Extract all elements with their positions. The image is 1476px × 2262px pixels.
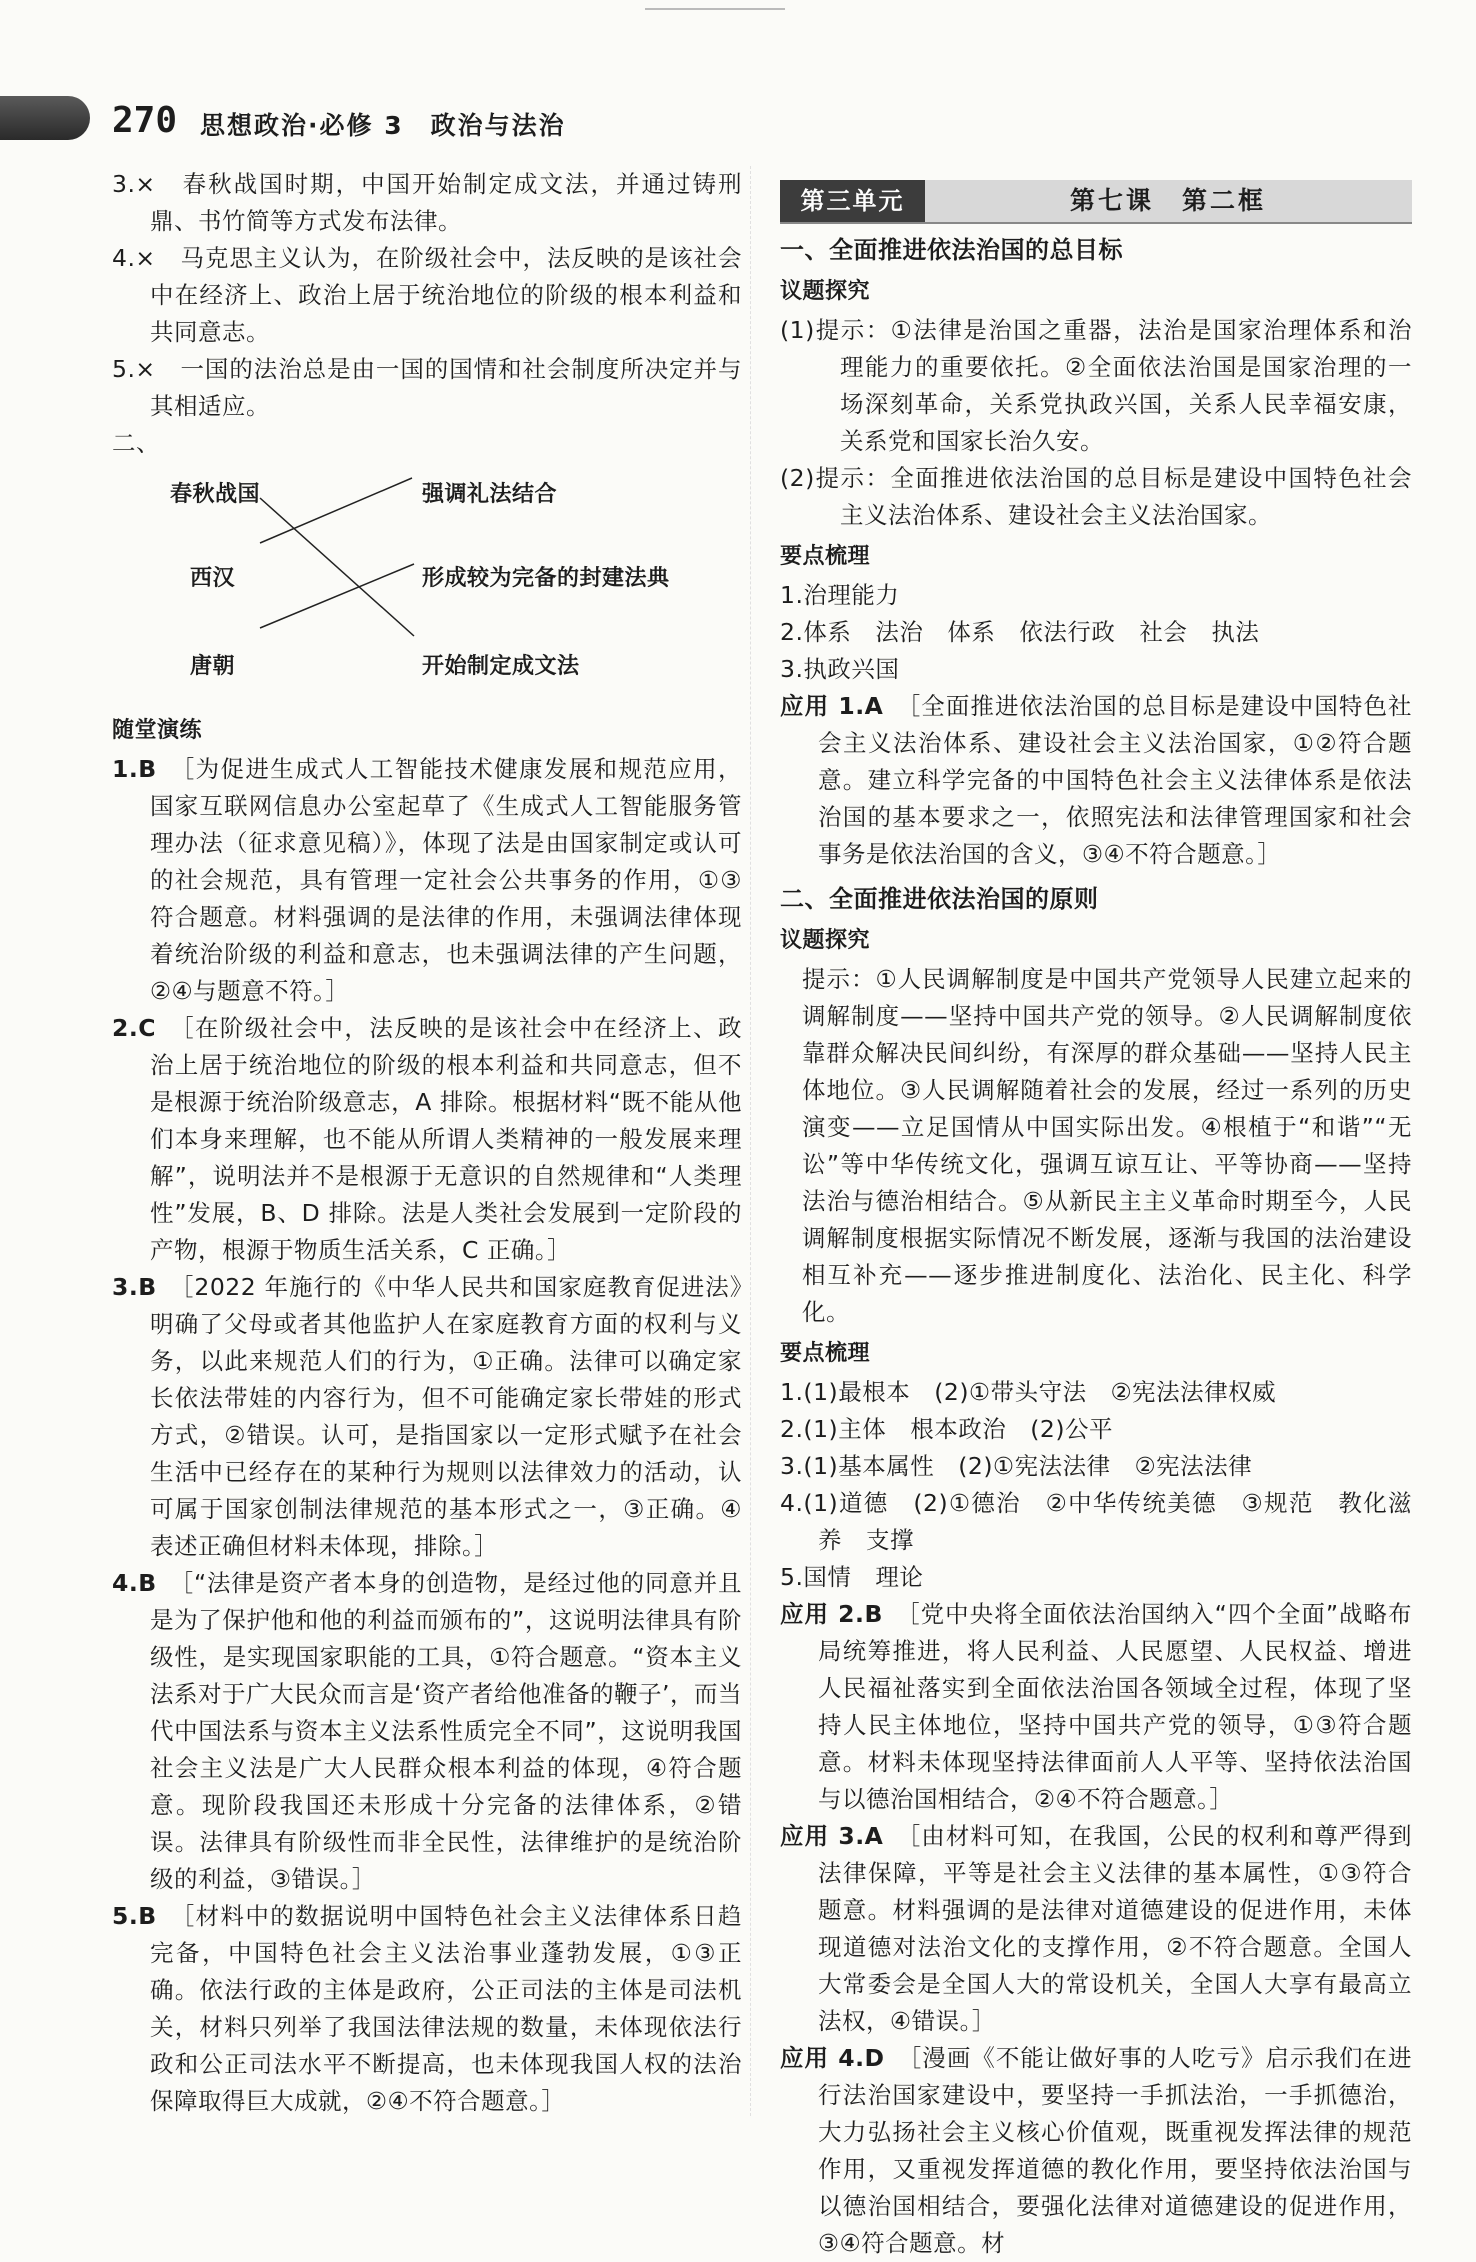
part-two-label: 二、	[112, 429, 160, 457]
answer-text: ［材料中的数据说明中国特色社会主义法律体系日趋完备，中国特色社会主义法治事业蓬勃发展，①③正确。依法行政的主体是政府，公正司法的主体是司法机关，材料只列举了我国法律法规的数量，未体现依法行政和公正司法水平不断提高，也未体现我国人权的法治保障取得巨大成就，②④不符合题意。］	[150, 1902, 743, 2115]
right-column	[780, 166, 1412, 2262]
answer-4	[112, 1565, 742, 1898]
answer-key: 5.B	[112, 1902, 157, 1930]
application-1	[780, 688, 1412, 873]
lesson-name: 第七课 第二框	[1070, 186, 1267, 215]
answer-key: 3.B	[112, 1273, 157, 1301]
section-1-title: 一、全面推进依法治国的总目标	[780, 236, 1123, 264]
judgement-item-4: 4.× 马克思主义认为，在阶级社会中，法反映的是该社会中在经济上、政治上居于统治地位的阶级的根本利益和共同意志。	[112, 244, 742, 346]
match-right-3: 开始制定成文法	[422, 654, 580, 679]
application-text: ［党中央将全面依法治国纳入“四个全面”战略布局统筹推进，将人民利益、人民愿望、人民权益、增进人民福祉落实到全面依法治国各领域全过程，体现了坚持人民主体地位，坚持中国共产党的领导，①③符合题意。材料未体现坚持法律面前人人平等、坚持依法治国与以德治国相结合，②④不符合题意。］	[818, 1600, 1413, 1813]
answer-key: 4.B	[112, 1569, 157, 1597]
point-2-4: 4.(1)道德 (2)①德治 ②中华传统美德 ③规范 教化滋养 支撑	[780, 1489, 1412, 1554]
top-rule	[645, 8, 785, 10]
header-tab	[0, 96, 90, 140]
left-column	[112, 166, 742, 2120]
application-text: ［全面推进依法治国的总目标是建设中国特色社会主义法治体系、建设社会主义法治国家，①②符合题意。建立科学完备的中国特色社会主义法律体系是依法治国的基本要求之一，依照宪法和法律管理国家和社会事务是依法治国的含义，③④不符合题意。］	[818, 692, 1413, 868]
match-line-chunqiu	[260, 498, 414, 636]
column-divider	[750, 166, 751, 2116]
answer-text: ［2022 年施行的《中华人民共和国家庭教育促进法》明确了父母或者其他监护人在家庭教育方面的权利与义务，以此来规范人们的行为，①正确。法律可以确定家长依法带娃的内容行为，但不可能确定家长带娃的形式方式，②错误。认可，是指国家以一定形式赋予在社会生活中已经存在的某种行为规则以法律效力的活动，认可属于国家创制法律规范的基本形式之一，③正确。④表述正确但材料未体现，排除。］	[150, 1273, 743, 1560]
match-left-1: 春秋战国	[170, 482, 261, 507]
application-3	[780, 1818, 1412, 2040]
answer-key: 2.C	[112, 1014, 157, 1042]
hint-2	[780, 460, 1412, 534]
page-title: 思想政治·必修 3 政治与法治	[200, 111, 566, 140]
answer-5	[112, 1898, 742, 2120]
answer-key: 1.B	[112, 755, 157, 783]
unit-tag: 第三单元	[780, 180, 925, 222]
match-left-3: 唐朝	[190, 654, 236, 679]
judgement-item-5: 5.× 一国的法治总是由一国的国情和社会制度所决定并与其相适应。	[112, 355, 742, 420]
hint-text: ①法律是治国之重器，法治是国家治理体系和治理能力的重要依托。②全面依法治国是国家治理的一场深刻革命，关系党执政兴国，关系人民幸福安康，关系党和国家长治久安。	[840, 316, 1412, 455]
judgement-item-3: 3.× 春秋战国时期，中国开始制定成文法，并通过铸刑鼎、书竹简等方式发布法律。	[112, 170, 742, 235]
answer-text: ［为促进生成式人工智能技术健康发展和规范应用，国家互联网信息办公室起草了《生成式人工智能服务管理办法（征求意见稿）》，体现了法是由国家制定或认可的社会规范，具有管理一定社会公共事务的作用，①③符合题意。材料强调的是法律的作用，未强调法律体现着统治阶级的利益和意志，也未强调法律的产生问题，②④与题意不符。］	[150, 755, 743, 1005]
application-key: 应用 3.A	[780, 1822, 884, 1850]
hint-text: ①人民调解制度是中国共产党领导人民建立起来的调解制度——坚持中国共产党的领导。②人民调解制度依靠群众解决民间纠纷，有深厚的群众基础——坚持人民主体地位。③人民调解随着社会的发展，经过一系列的历史演变——立足国情从中国实际出发。④根植于“和谐”“无讼”等中华传统文化，强调互谅互让、平等协商——坚持法治与德治相结合。⑤从新民主主义革命时期至今，人民调解制度根据实际情况不断发展，逐渐与我国的法治建设相互补充——逐步推进制度化、法治化、民主化、科学化。	[802, 965, 1412, 1326]
drill-heading: 随堂演练	[112, 718, 203, 743]
match-line-tang	[260, 564, 414, 628]
section-2-title: 二、全面推进依法治国的原则	[780, 885, 1099, 913]
application-key: 应用 1.A	[780, 692, 884, 720]
point-2-2: 2.(1)主体 根本政治 (2)公平	[780, 1415, 1113, 1443]
point-2-5: 5.国情 理论	[780, 1563, 924, 1591]
answer-1	[112, 751, 742, 1010]
match-right-2: 形成较为完备的封建法典	[422, 566, 670, 591]
application-text: ［由材料可知，在我国，公民的权利和尊严得到法律保障，平等是社会主义法律的基本属性，①③符合题意。材料强调的是法律对道德建设的促进作用，未体现道德对法治文化的支撑作用，②不符合题意。全国人大常委会是全国人大的常设机关，全国人大享有最高立法权，④错误。］	[818, 1822, 1413, 2035]
section-2-points-title: 要点梳理	[780, 1341, 871, 1366]
point-2-3: 3.(1)基本属性 (2)①宪法法律 ②宪法法律	[780, 1452, 1253, 1480]
point-1-2: 2.体系 法治 体系 依法行政 社会 执法	[780, 618, 1260, 646]
point-1-1: 1.治理能力	[780, 581, 900, 609]
answer-3	[112, 1269, 742, 1565]
section-1-points-title: 要点梳理	[780, 544, 871, 569]
hint-key: 提示：	[802, 965, 876, 993]
answer-text: ［在阶级社会中，法反映的是该社会中在经济上、政治上居于统治地位的阶级的根本利益和共同意志，但不是根源于统治阶级意志，A 排除。根据材料“既不能从他们本身来理解，也不能从所谓人类精神的一般发展来理解”，说明法并不是根源于无意识的自然规律和“人类理性”发展，B、D 排除。法是人类社会发展到一定阶段的产物，根源于物质生活关系，C 正确。］	[150, 1014, 743, 1264]
point-2-1: 1.(1)最根本 (2)①带头守法 ②宪法法律权威	[780, 1378, 1277, 1406]
matching-diagram	[112, 468, 742, 698]
application-key: 应用 4.D	[780, 2044, 885, 2072]
application-key: 应用 2.B	[780, 1600, 883, 1628]
section-2-inquiry: 议题探究	[780, 928, 871, 953]
application-text: ［漫画《不能让做好事的人吃亏》启示我们在进行法治国家建设中，要坚持一手抓法治，一手抓德治，大力弘扬社会主义核心价值观，既重视发挥法律的规范作用，又重视发挥道德的教化作用，要坚持依法治国与以德治国相结合，要强化法律对道德建设的促进作用，③④符合题意。材	[818, 2044, 1413, 2257]
hint-1	[780, 312, 1412, 460]
match-left-2: 西汉	[190, 566, 236, 591]
section-1-inquiry: 议题探究	[780, 279, 871, 304]
application-4	[780, 2040, 1412, 2262]
match-right-1: 强调礼法结合	[422, 482, 558, 507]
hint-key: (1)提示：	[780, 316, 891, 344]
unit-banner	[780, 180, 1412, 224]
answer-text: ［“法律是资产者本身的创造物，是经过他的同意并且是为了保护他和他的利益而颁布的”，这说明法律具有阶级性，是实现国家职能的工具，①符合题意。“资本主义法系对于广大民众而言是‘资产者给他准备的鞭子’，而当代中国法系与资本主义法系性质完全不同”，这说明我国社会主义法是广大人民群众根本利益的体现，④符合题意。现阶段我国还未形成十分完备的法律体系，②错误。法律具有阶级性而非全民性，法律维护的是统治阶级的利益，③错误。］	[150, 1569, 742, 1893]
match-line-xihan	[260, 478, 412, 543]
section-2-hint	[780, 961, 1412, 1331]
hint-key: (2)提示：	[780, 464, 891, 492]
point-1-3: 3.执政兴国	[780, 655, 900, 683]
application-2	[780, 1596, 1412, 1818]
page-number: 270	[112, 100, 178, 141]
hint-text: 全面推进依法治国的总目标是建设中国特色社会主义法治体系、建设社会主义法治国家。	[840, 464, 1412, 529]
answer-2	[112, 1010, 742, 1269]
